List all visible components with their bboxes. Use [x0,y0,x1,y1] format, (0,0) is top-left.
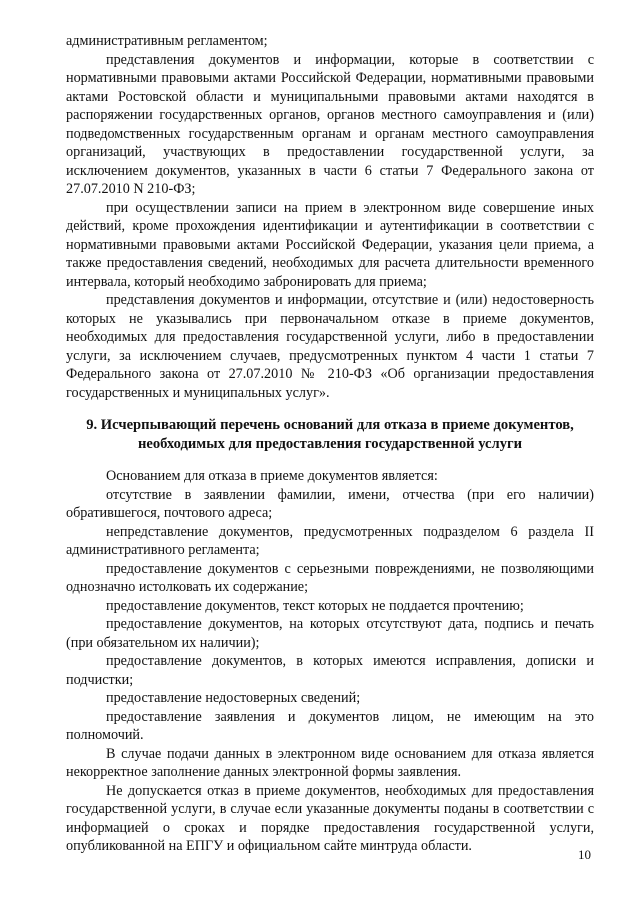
paragraph-ground-unreadable-text: предоставление документов, текст которых не поддается прочтению; [106,597,524,614]
paragraph-electronic-appointment: при осуществлении записи на прием в электронном виде совершение иных действий, кроме прохождения идентификации и аутентификации в соответствии с нормативными правовыми актами Российской Федерации, указания цели приема, а также предоставления сведений, необходимых для расчета длительности временного интервала, который необходимо забронировать для приема; [66,199,594,290]
paragraph-unreported-documents: представления документов и информации, отсутствие и (или) недостоверность которых не указывались при первоначальном отказе в приеме документов, необходимых для предоставления государственной услуги, либо в предоставлении услуги, за исключением случаев, предусмотренных пунктом 4 части 1 статьи 7 Федерального закона от 27.07.2010 № 210-ФЗ «Об организации предоставления государственных и муниципальных услуг». [66,292,594,401]
paragraph-ground-corrections: предоставление документов, в которых имеются исправления, дописки и подчистки; [66,653,594,688]
paragraph-ground-missing-signature: предоставление документов, на которых отсутствуют дата, подпись и печать (при обязательном их наличии); [66,616,594,651]
paragraph-ground-damaged-documents: предоставление документов с серьезными повреждениями, не позволяющими однозначно истолковать их содержание; [66,560,594,595]
paragraph-documents-in-government-possession: представления документов и информации, которые в соответствии с нормативными правовыми актами Российской Федерации, нормативными правовыми актами Ростовской области и муниципальными правовыми актами находятся в распоряжении государственных органов, органов местного самоуправления и (или) подведомственных государственным органам и органам местного самоуправления организаций, участвующих в предоставлении государственной услуги, за исключением документов, указанных в части 6 статьи 7 Федерального закона от 27.07.2010 N 210-ФЗ; [66,51,594,197]
page-number: 10 [578,847,591,862]
paragraph-ground-no-authority: предоставление заявления и документов лицом, не имеющим на это полномочий. [66,708,594,743]
paragraph-ground-missing-documents: непредставление документов, предусмотренных подразделом 6 раздела II административного регламента; [66,523,594,558]
paragraph-ground-missing-name: отсутствие в заявлении фамилии, имени, отчества (при его наличии) обратившегося, почтового адреса; [66,486,594,521]
paragraph-continuation: административным регламентом; [66,33,268,49]
paragraph-grounds-intro: Основанием для отказа в приеме документов является: [106,468,438,484]
document-page [66,32,594,856]
paragraph-refusal-not-allowed: Не допускается отказ в приеме документов, необходимых для предоставления государственной услуги, в случае если указанные документы поданы в соответствии с информацией о сроках и порядке предоставления государственной услуги, опубликованной на ЕПГУ и официальном сайте минтруда области. [66,782,594,854]
section-heading: 9. Исчерпывающий перечень оснований для отказа в приеме документов, необходимых для предоставления государственной услуги [86,417,574,452]
paragraph-ground-false-information: предоставление недостоверных сведений; [106,690,361,706]
paragraph-electronic-form-error: В случае подачи данных в электронном виде основанием для отказа является некорректное заполнение данных электронной формы заявления. [66,745,594,780]
